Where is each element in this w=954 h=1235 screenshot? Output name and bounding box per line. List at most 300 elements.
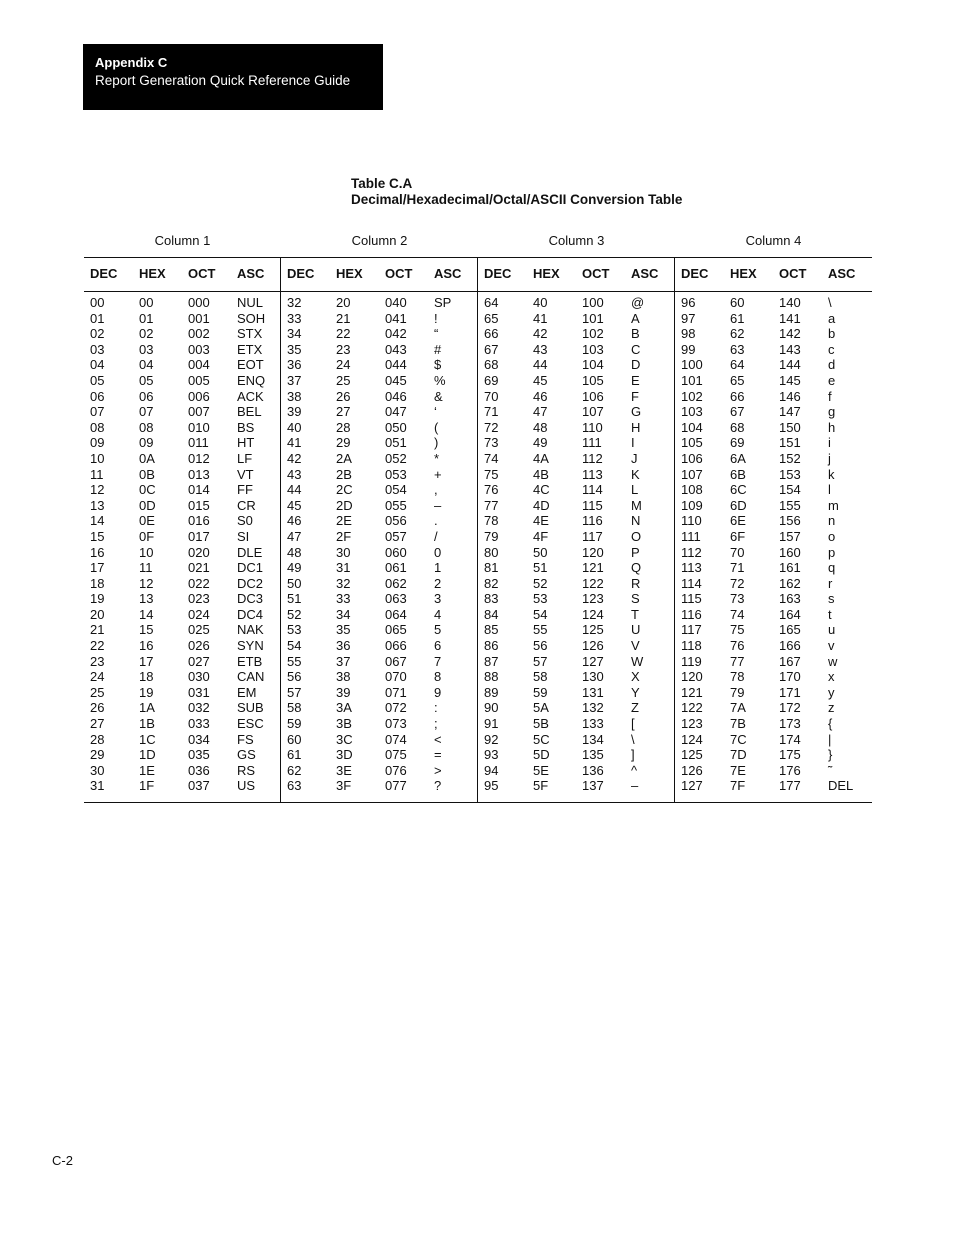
cell-dec: 15: [90, 528, 105, 544]
cell-hex: 1B: [139, 716, 155, 732]
cell-asc: SOH: [237, 310, 266, 326]
cell-dec: 08: [90, 419, 105, 435]
cell-hex: 0D: [139, 497, 156, 513]
table-row: [281, 373, 478, 389]
cell-dec: 56: [287, 669, 302, 685]
cell-asc: T: [631, 606, 639, 622]
cell-hex: 71: [730, 560, 745, 576]
cell-oct: 130: [582, 669, 604, 685]
header-hex-3: HEX: [533, 266, 560, 281]
cell-asc: :: [434, 700, 438, 716]
cell-oct: 003: [188, 341, 210, 357]
cell-asc: D: [631, 357, 641, 373]
cell-hex: 25: [336, 372, 351, 388]
cell-dec: 23: [90, 653, 105, 669]
table-row: [675, 389, 872, 405]
cell-dec: 94: [484, 762, 499, 778]
cell-asc: FS: [237, 731, 254, 747]
table-row: [478, 373, 675, 389]
cell-asc: Y: [631, 684, 640, 700]
cell-dec: 26: [90, 700, 105, 716]
table-row: [478, 498, 675, 514]
cell-dec: 120: [681, 669, 703, 685]
table-row: [675, 545, 872, 561]
table-row: [84, 342, 281, 358]
cell-asc: SYN: [237, 638, 264, 654]
table-row: [478, 622, 675, 638]
cell-oct: 017: [188, 528, 210, 544]
cell-hex: 1E: [139, 762, 155, 778]
cell-asc: m: [828, 497, 839, 513]
table-row: [478, 435, 675, 451]
cell-asc: 0: [434, 544, 442, 560]
table-row: [478, 311, 675, 327]
cell-hex: 12: [139, 575, 154, 591]
cell-hex: 30: [336, 544, 351, 560]
cell-dec: 54: [287, 638, 302, 654]
cell-dec: 19: [90, 591, 105, 607]
table-row: [84, 576, 281, 592]
cell-oct: 057: [385, 528, 407, 544]
cell-asc: k: [828, 466, 835, 482]
cell-dec: 89: [484, 684, 499, 700]
cell-dec: 108: [681, 482, 703, 498]
table-number: Table C.A: [351, 176, 413, 191]
cell-dec: 92: [484, 731, 499, 747]
cell-oct: 153: [779, 466, 801, 482]
cell-hex: 62: [730, 326, 745, 342]
cell-asc: 3: [434, 591, 442, 607]
cell-dec: 91: [484, 716, 499, 732]
cell-asc: j: [828, 450, 831, 466]
cell-oct: 131: [582, 684, 604, 700]
cell-oct: 122: [582, 575, 604, 591]
cell-dec: 79: [484, 528, 499, 544]
cell-hex: 1D: [139, 747, 156, 763]
cell-oct: 037: [188, 778, 210, 794]
table-row: [84, 482, 281, 498]
cell-asc: A: [631, 310, 640, 326]
cell-oct: 114: [582, 482, 603, 498]
table-row: [84, 435, 281, 451]
cell-hex: 10: [139, 544, 154, 560]
table-row: [675, 357, 872, 373]
cell-hex: 2D: [336, 497, 353, 513]
cell-dec: 36: [287, 357, 302, 373]
cell-asc: 2: [434, 575, 442, 591]
column-titles: [84, 227, 872, 257]
cell-asc: M: [631, 497, 642, 513]
cell-asc: 7: [434, 653, 442, 669]
cell-hex: 7B: [730, 716, 746, 732]
cell-dec: 87: [484, 653, 499, 669]
cell-asc: BS: [237, 419, 255, 435]
cell-asc: 4: [434, 606, 442, 622]
cell-dec: 47: [287, 528, 302, 544]
cell-oct: 035: [188, 747, 210, 763]
cell-hex: 27: [336, 404, 351, 420]
cell-asc: G: [631, 404, 642, 420]
cell-dec: 05: [90, 372, 105, 388]
cell-oct: 162: [779, 575, 801, 591]
table-row: [478, 467, 675, 483]
table-row: [84, 326, 281, 342]
cell-asc: ETX: [237, 341, 263, 357]
cell-dec: 53: [287, 622, 302, 638]
cell-dec: 74: [484, 450, 499, 466]
cell-oct: 145: [779, 372, 801, 388]
cell-oct: 040: [385, 295, 407, 310]
cell-hex: 3E: [336, 762, 352, 778]
cell-dec: 95: [484, 778, 499, 794]
table-row: [84, 763, 281, 779]
cell-asc: NAK: [237, 622, 264, 638]
cell-asc: Z: [631, 700, 639, 716]
table-row: [478, 529, 675, 545]
table-row: [478, 591, 675, 607]
cell-hex: 33: [336, 591, 351, 607]
cell-oct: 000: [188, 295, 210, 310]
cell-oct: 136: [582, 762, 604, 778]
table-row: [84, 373, 281, 389]
cell-hex: 4B: [533, 466, 549, 482]
table-row: [281, 342, 478, 358]
cell-oct: 073: [385, 716, 407, 732]
cell-hex: 4A: [533, 450, 549, 466]
cell-oct: 056: [385, 513, 407, 529]
cell-dec: 111: [681, 528, 701, 544]
cell-dec: 43: [287, 466, 302, 482]
table-row: [281, 607, 478, 623]
cell-hex: 31: [336, 560, 351, 576]
cell-dec: 11: [90, 466, 104, 482]
cell-hex: 67: [730, 404, 745, 420]
table-row: [281, 747, 478, 763]
cell-dec: 100: [681, 357, 703, 373]
cell-hex: 0C: [139, 482, 156, 498]
cell-asc: R: [631, 575, 641, 591]
cell-asc: ENQ: [237, 372, 266, 388]
table-row: [675, 451, 872, 467]
table-row: [478, 763, 675, 779]
cell-oct: 076: [385, 762, 407, 778]
cell-asc: }: [828, 747, 833, 763]
cell-dec: 37: [287, 372, 302, 388]
cell-dec: 03: [90, 341, 105, 357]
cell-asc: &: [434, 388, 443, 404]
cell-hex: 5D: [533, 747, 550, 763]
cell-dec: 90: [484, 700, 499, 716]
cell-hex: 78: [730, 669, 745, 685]
cell-oct: 002: [188, 326, 210, 342]
cell-oct: 125: [582, 622, 604, 638]
cell-oct: 047: [385, 404, 407, 420]
cell-hex: 72: [730, 575, 745, 591]
cell-asc: u: [828, 622, 836, 638]
cell-oct: 074: [385, 731, 407, 747]
cell-hex: 6E: [730, 513, 746, 529]
header-oct-2: OCT: [385, 266, 413, 281]
cell-asc: @: [631, 295, 645, 310]
cell-hex: 19: [139, 684, 154, 700]
cell-asc: E: [631, 372, 640, 388]
cell-dec: 97: [681, 310, 696, 326]
table-row: [675, 669, 872, 685]
guide-title: Report Generation Quick Reference Guide: [95, 73, 351, 88]
table-header-row: [84, 257, 872, 291]
cell-hex: 18: [139, 669, 154, 685]
cell-hex: 34: [336, 606, 351, 622]
table-row: [478, 685, 675, 701]
cell-dec: 30: [90, 762, 105, 778]
cell-asc: $: [434, 357, 442, 373]
cell-asc: P: [631, 544, 640, 560]
cell-oct: 025: [188, 622, 210, 638]
cell-asc: p: [828, 544, 836, 560]
cell-dec: 67: [484, 341, 499, 357]
table-row: [478, 576, 675, 592]
cell-dec: 20: [90, 606, 105, 622]
cell-dec: 98: [681, 326, 696, 342]
cell-oct: 032: [188, 700, 210, 716]
cell-oct: 166: [779, 638, 801, 654]
cell-dec: 51: [287, 591, 302, 607]
cell-oct: 124: [582, 606, 604, 622]
table-row: [675, 498, 872, 514]
cell-dec: 104: [681, 419, 703, 435]
cell-hex: 59: [533, 684, 548, 700]
cell-hex: 3D: [336, 747, 353, 763]
cell-oct: 126: [582, 638, 604, 654]
cell-oct: 154: [779, 482, 801, 498]
cell-oct: 165: [779, 622, 801, 638]
cell-oct: 061: [385, 560, 407, 576]
cell-hex: 66: [730, 388, 745, 404]
cell-asc: ‘: [434, 404, 437, 420]
cell-hex: 35: [336, 622, 351, 638]
cell-asc: SP: [434, 295, 452, 310]
cell-asc: “: [434, 326, 439, 342]
cell-hex: 02: [139, 326, 154, 342]
table-row: [675, 435, 872, 451]
cell-hex: 69: [730, 435, 745, 451]
cell-dec: 80: [484, 544, 499, 560]
cell-dec: 75: [484, 466, 499, 482]
table-row: [281, 700, 478, 716]
cell-oct: 051: [385, 435, 407, 451]
table-row: [478, 732, 675, 748]
cell-oct: 055: [385, 497, 407, 513]
cell-oct: 112: [582, 450, 603, 466]
table-row: [675, 295, 872, 311]
cell-asc: f: [828, 388, 832, 404]
cell-hex: 09: [139, 435, 154, 451]
cell-dec: 63: [287, 778, 302, 794]
cell-oct: 135: [582, 747, 604, 763]
table-row: [675, 311, 872, 327]
cell-dec: 110: [681, 513, 702, 529]
cell-dec: 02: [90, 326, 105, 342]
cell-asc: c: [828, 341, 835, 357]
cell-hex: 5E: [533, 762, 549, 778]
cell-oct: 072: [385, 700, 407, 716]
cell-dec: 60: [287, 731, 302, 747]
table-row: [84, 467, 281, 483]
cell-oct: 036: [188, 762, 210, 778]
table-row: [281, 529, 478, 545]
table-row: [281, 716, 478, 732]
cell-oct: 042: [385, 326, 407, 342]
cell-oct: 140: [779, 295, 801, 310]
header-asc-2: ASC: [434, 266, 462, 281]
cell-hex: 4D: [533, 497, 550, 513]
cell-hex: 37: [336, 653, 351, 669]
cell-oct: 134: [582, 731, 604, 747]
cell-asc: t: [828, 606, 832, 622]
cell-hex: 43: [533, 341, 548, 357]
cell-hex: 47: [533, 404, 548, 420]
cell-hex: 14: [139, 606, 154, 622]
cell-hex: 1A: [139, 700, 155, 716]
cell-hex: 39: [336, 684, 351, 700]
cell-oct: 041: [385, 310, 407, 326]
cell-hex: 56: [533, 638, 548, 654]
cell-oct: 027: [188, 653, 210, 669]
cell-asc: O: [631, 528, 642, 544]
cell-asc: d: [828, 357, 836, 373]
cell-asc: 5: [434, 622, 442, 638]
cell-hex: 3A: [336, 700, 352, 716]
table-row: [281, 763, 478, 779]
table-row: [478, 654, 675, 670]
table-row: [675, 513, 872, 529]
cell-asc: #: [434, 341, 442, 357]
cell-dec: 123: [681, 716, 703, 732]
table-row: [84, 498, 281, 514]
cell-hex: 68: [730, 419, 745, 435]
cell-oct: 015: [188, 497, 210, 513]
cell-hex: 0E: [139, 513, 155, 529]
cell-oct: 173: [779, 716, 801, 732]
cell-dec: 83: [484, 591, 499, 607]
cell-dec: 93: [484, 747, 499, 763]
cell-hex: 2C: [336, 482, 353, 498]
header-hex-4: HEX: [730, 266, 757, 281]
cell-oct: 163: [779, 591, 801, 607]
table-row: [675, 747, 872, 763]
cell-hex: 58: [533, 669, 548, 685]
table-row: [675, 622, 872, 638]
table-row: [675, 373, 872, 389]
table-row: [281, 778, 478, 794]
table-row: [478, 420, 675, 436]
cell-oct: 103: [582, 341, 604, 357]
cell-oct: 142: [779, 326, 801, 342]
cell-oct: 105: [582, 372, 604, 388]
column-title-2: Column 2: [351, 233, 408, 248]
cell-hex: 57: [533, 653, 548, 669]
cell-dec: 61: [287, 747, 302, 763]
cell-asc: X: [631, 669, 640, 685]
header-asc-1: ASC: [237, 266, 265, 281]
cell-dec: 85: [484, 622, 499, 638]
header-oct-3: OCT: [582, 266, 610, 281]
cell-hex: 03: [139, 341, 154, 357]
table-row: [675, 700, 872, 716]
cell-oct: 152: [779, 450, 801, 466]
cell-hex: 76: [730, 638, 745, 654]
cell-asc: S0: [237, 513, 253, 529]
cell-hex: 7C: [730, 731, 747, 747]
cell-hex: 3C: [336, 731, 353, 747]
cell-asc: U: [631, 622, 641, 638]
cell-hex: 5A: [533, 700, 549, 716]
cell-hex: 60: [730, 295, 745, 310]
table-row: [675, 763, 872, 779]
cell-oct: 170: [779, 669, 801, 685]
column-group-3: [478, 295, 675, 794]
cell-oct: 046: [385, 388, 407, 404]
cell-hex: 55: [533, 622, 548, 638]
cell-asc: *: [434, 450, 440, 466]
header-oct-4: OCT: [779, 266, 807, 281]
table-row: [84, 638, 281, 654]
cell-hex: 17: [139, 653, 154, 669]
cell-oct: 016: [188, 513, 210, 529]
cell-oct: 053: [385, 466, 407, 482]
cell-dec: 124: [681, 731, 703, 747]
cell-hex: 1C: [139, 731, 156, 747]
cell-oct: 115: [582, 497, 603, 513]
header-asc-3: ASC: [631, 266, 659, 281]
cell-asc: {: [828, 716, 833, 732]
cell-hex: 4C: [533, 482, 550, 498]
cell-dec: 114: [681, 575, 702, 591]
cell-oct: 075: [385, 747, 407, 763]
table-row: [84, 669, 281, 685]
table-row: [84, 654, 281, 670]
table-row: [478, 357, 675, 373]
cell-dec: 45: [287, 497, 302, 513]
cell-asc: C: [631, 341, 641, 357]
cell-oct: 067: [385, 653, 407, 669]
cell-hex: 48: [533, 419, 548, 435]
cell-oct: 151: [779, 435, 801, 451]
cell-hex: 6C: [730, 482, 747, 498]
table-row: [478, 560, 675, 576]
cell-hex: 0F: [139, 528, 155, 544]
table-row: [281, 669, 478, 685]
table-row: [84, 545, 281, 561]
column-group-2: [281, 295, 478, 794]
cell-hex: 2E: [336, 513, 352, 529]
table-row: [281, 654, 478, 670]
cell-hex: 2F: [336, 528, 352, 544]
cell-hex: 5C: [533, 731, 550, 747]
cell-oct: 030: [188, 669, 210, 685]
cell-asc: ,: [434, 482, 438, 498]
cell-hex: 53: [533, 591, 548, 607]
table-row: [675, 529, 872, 545]
cell-dec: 71: [484, 404, 499, 420]
table-row: [281, 295, 478, 311]
cell-dec: 102: [681, 388, 703, 404]
cell-asc: |: [828, 731, 832, 747]
cell-hex: 42: [533, 326, 548, 342]
cell-hex: 23: [336, 341, 351, 357]
cell-asc: r: [828, 575, 833, 591]
cell-asc: %: [434, 372, 446, 388]
